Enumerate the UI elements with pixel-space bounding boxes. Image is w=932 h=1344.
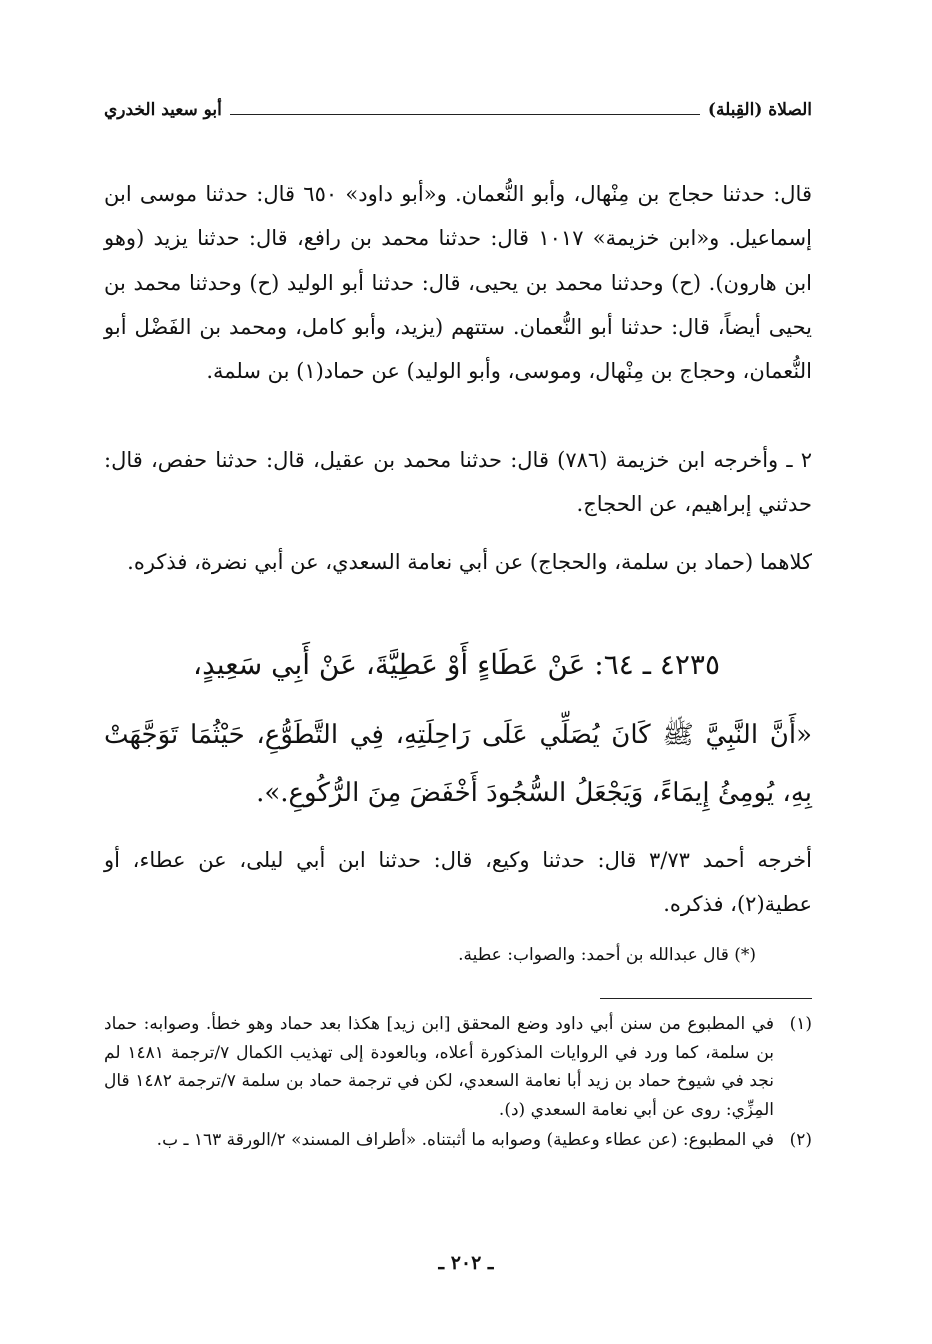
footnote-item — [104, 1010, 812, 1124]
running-header — [104, 95, 812, 125]
paragraph-isnad-1 — [104, 172, 812, 393]
paragraph-takhrij — [104, 838, 812, 926]
paragraph-text: أخرجه أحمد ٣/٧٣ قال: حدثنا وكيع، قال: حدثنا ابن أبي ليلى، عن عطاء، أو عطية(٢)، فذكره. — [104, 848, 812, 916]
header-chapter-title: الصلاة (القِبلة) — [707, 100, 812, 120]
footnote-number: (١) — [789, 1014, 812, 1034]
paragraph-text: كلاهما (حماد بن سلمة، والحجاج) عن أبي نعامة السعدي، عن أبي نضرة، فذكره. — [127, 550, 812, 574]
page-number: ـ ٢٠٢ ـ — [438, 1252, 494, 1274]
editor-note: (*) قال عبدالله بن أحمد: والصواب: عطية. — [458, 945, 756, 965]
header-companion-name: أبو سعيد الخدري — [104, 100, 222, 120]
hadith-text: «أَنَّ النَّبِيَّ ﷺ كَانَ يُصَلِّي عَلَى رَاحِلَتِهِ، فِي التَّطَوُّعِ، حَيْثُمَا تَوَجَّهَتْ بِهِ، يُومِئُ إِيمَاءً، وَيَجْعَلُ السُّجُودَ أَخْفَضَ مِنَ الرُّكُوعِ.». — [104, 720, 812, 808]
footnote-divider — [600, 998, 812, 999]
paragraph-text: ٢ ـ وأخرجه ابن خزيمة (٧٨٦) قال: حدثنا محمد بن عقيل، قال: حدثنا حفص، قال: حدثني إبراهيم، عن الحجاج. — [104, 448, 812, 516]
paragraph-isnad-2 — [104, 438, 812, 526]
hadith-heading: ٤٢٣٥ ـ ٦٤: عَنْ عَطَاءٍ أَوْ عَطِيَّةَ، عَنْ أَبِي سَعِيدٍ، — [193, 648, 720, 681]
paragraph-isnad-summary — [104, 540, 812, 584]
footnotes — [104, 1010, 812, 1157]
header-rule — [230, 114, 700, 115]
footnote-item — [104, 1126, 812, 1155]
footnote-number: (٢) — [789, 1130, 812, 1150]
footnote-text: في المطبوع: (عن عطاء وعطية) وصوابه ما أثبتناه. «أطراف المسند» ٢/الورقة ١٦٣ ـ ب. — [156, 1130, 774, 1150]
paragraph-text: قال: حدثنا حجاج بن مِنْهال، وأبو النُّعمان. و«أبو داود» ٦٥٠ قال: حدثنا موسى ابن إسماعيل. و«ابن خزيمة» ١٠١٧ قال: حدثنا محمد بن رافع، قال: حدثنا يزيد (وهو ابن هارون). (ح) وحدثنا محمد بن يحيى، قال: حدثنا أبو الوليد (ح) وحدثنا محمد بن يحيى أيضاً، قال: حدثنا أبو النُّعمان. ستتهم (يزيد، وأبو كامل، ومحمد بن الفَضْل أبو النُّعمان، وحجاج بن مِنْهال، وموسى، وأبو الوليد) عن حماد(١) بن سلمة. — [104, 182, 812, 384]
footnote-text: في المطبوع من سنن أبي داود وضع المحقق [ابن زيد] هكذا بعد حماد وهو خطأ. وصوابه: حماد بن سلمة، كما ورد في الروايات المذكورة أعلاه، وبالعودة إلى تهذيب الكمال ٧/ترجمة ١٤٨١ لم نجد في شيوخ حماد بن زيد أبا نعامة السعدي، لكن في ترجمة حماد بن سلمة ٧/ترجمة ١٤٨٢ قال المِزِّي: روى عن أبي نعامة السعدي (د). — [104, 1014, 774, 1120]
